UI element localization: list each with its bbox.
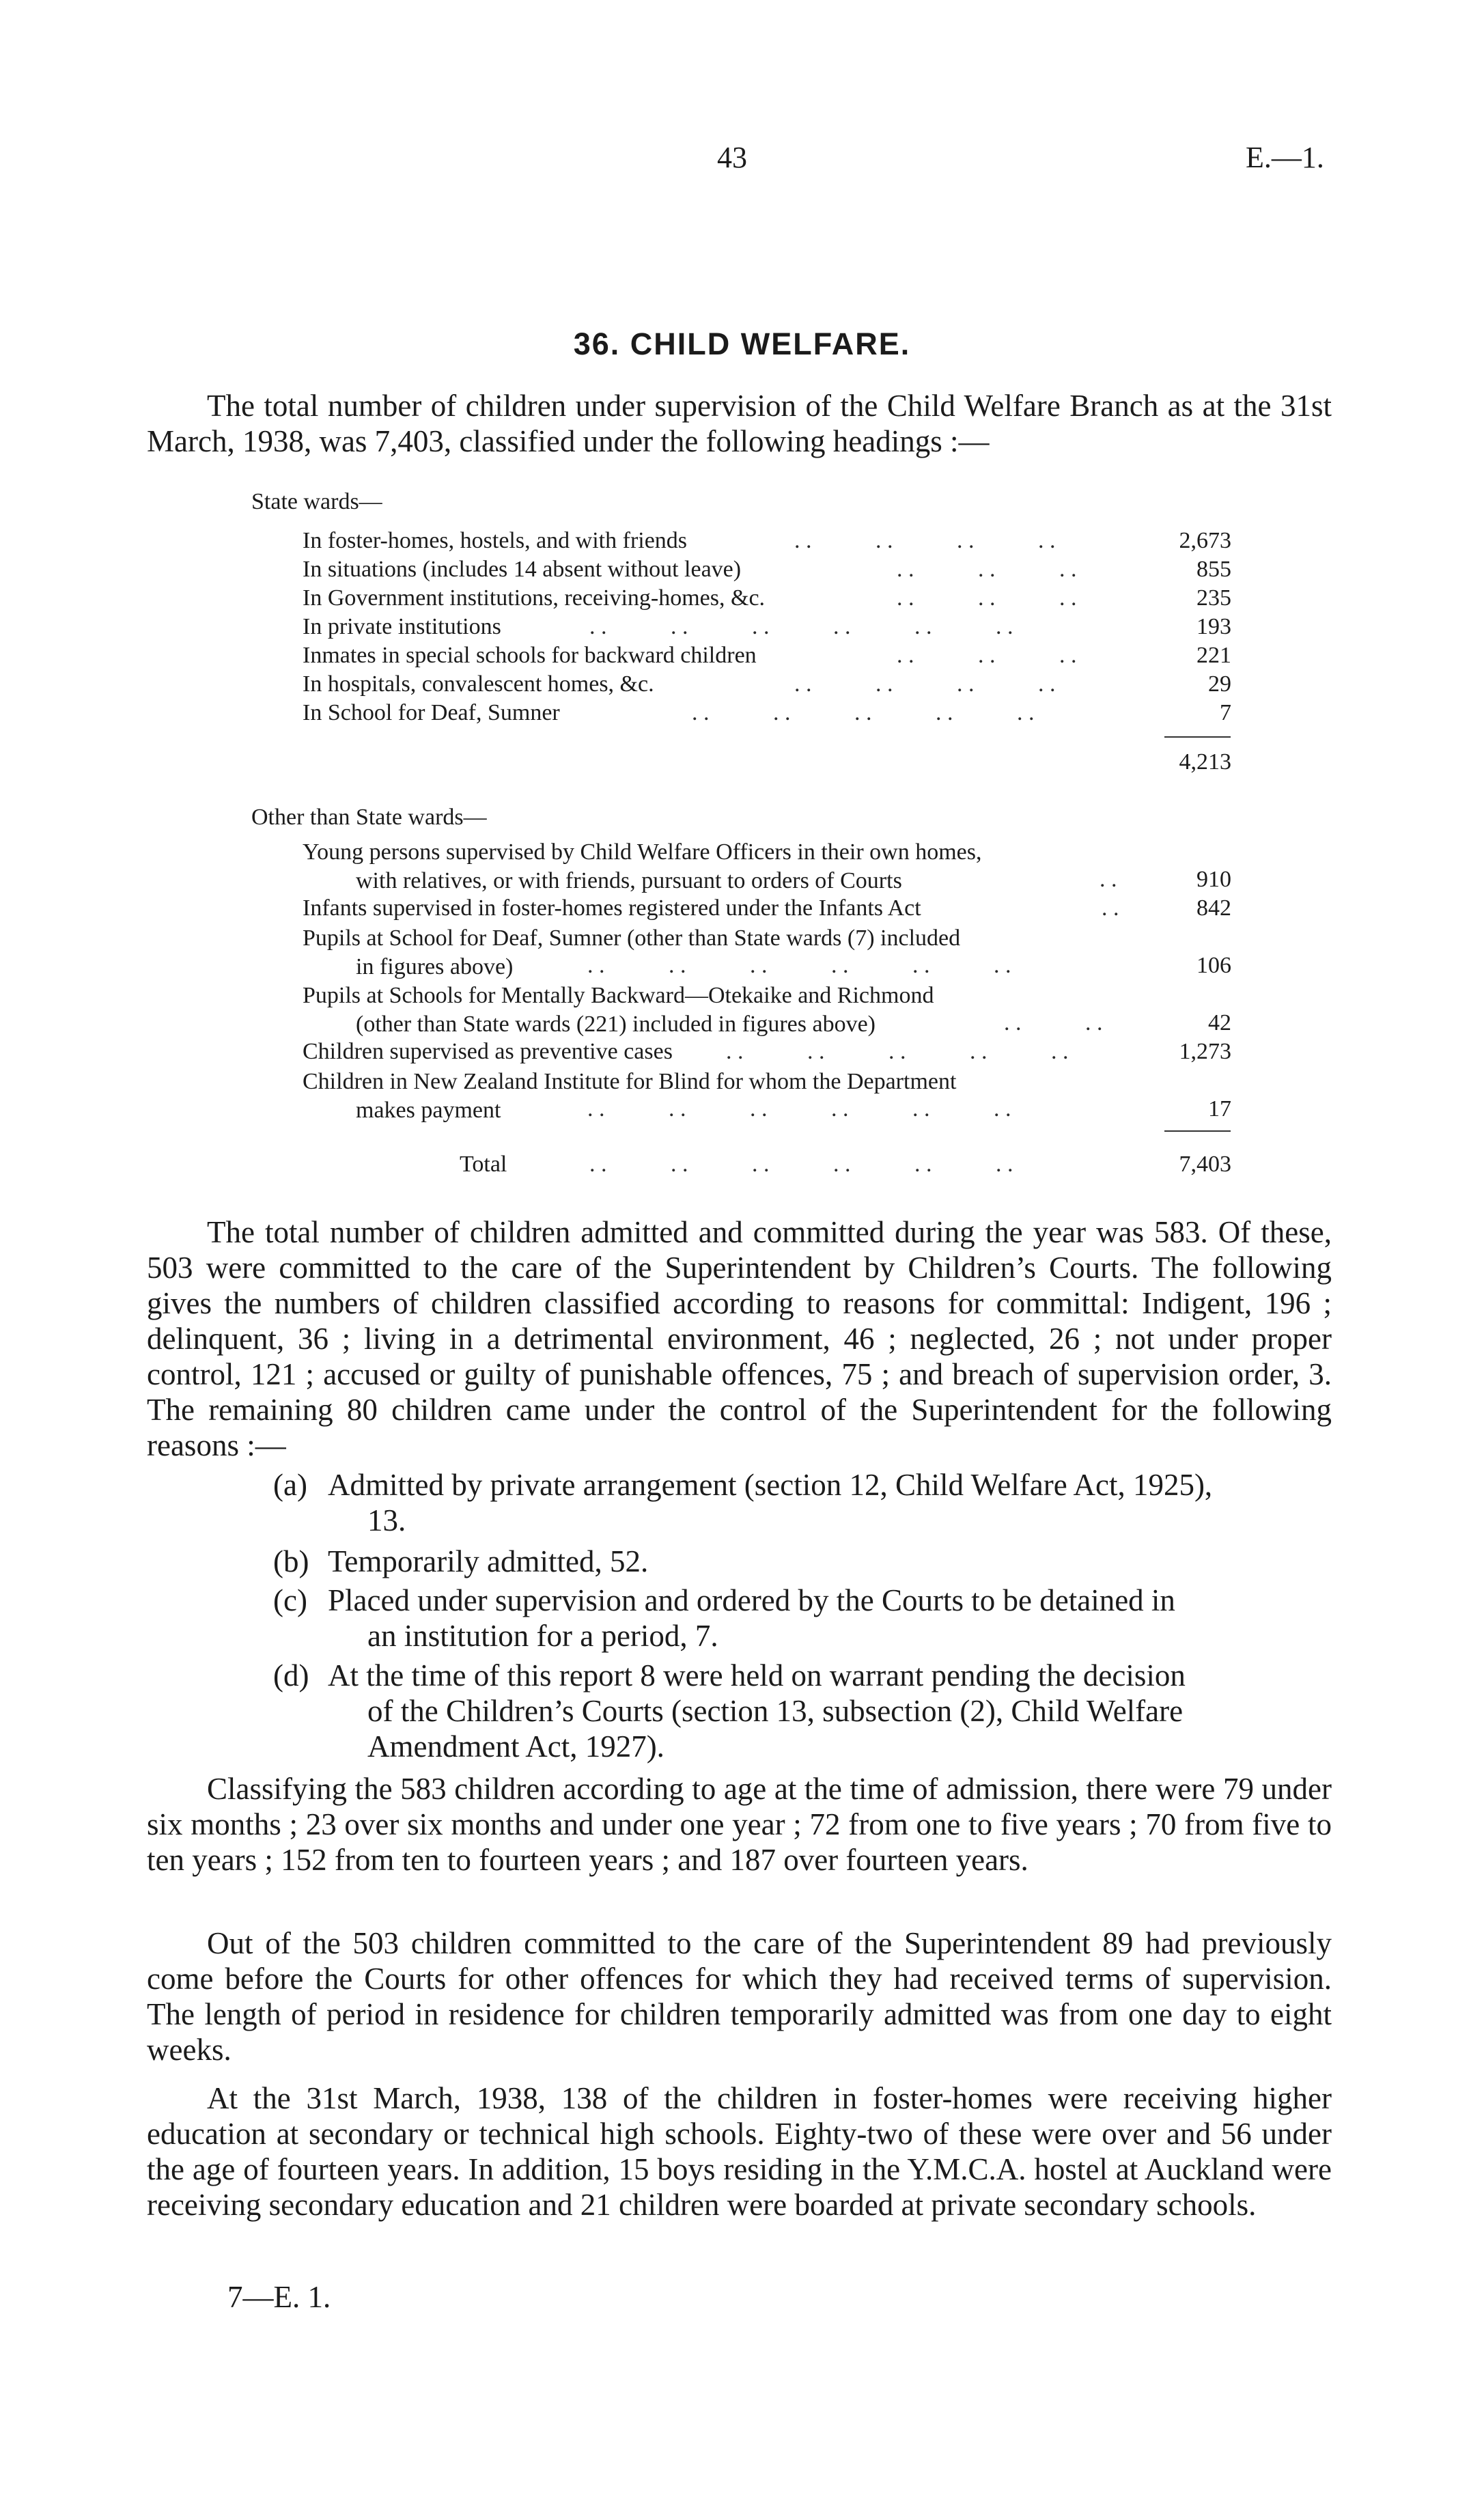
list-text: Admitted by private arrangement (section 12, Child Welfare Act, 1925), xyxy=(328,1468,1213,1502)
intro-paragraph: The total number of children under supervision of the Child Welfare Branch as at the 31st March, 1938, was 7,403, classified under the following headings :— xyxy=(147,389,1332,458)
row-value: 1,273 xyxy=(1179,1039,1231,1064)
leader-dots: . . . . . . . . . . . . xyxy=(587,1096,1011,1122)
page-number: 43 xyxy=(717,141,747,174)
section-title: 36. CHILD WELFARE. xyxy=(573,326,911,361)
row-value: 910 xyxy=(1196,867,1231,892)
table-row xyxy=(303,895,1231,924)
row-value: 42 xyxy=(1208,1010,1231,1035)
leader-dots: . . . . . . . . . . xyxy=(726,1039,1069,1064)
document-code: E.—1. xyxy=(1246,141,1324,174)
list-marker: (d) xyxy=(273,1658,309,1693)
leader-dots: . . . . . . . . . . . . xyxy=(589,1152,1013,1177)
leader-dots: . . . . . . . . . . . . xyxy=(589,614,1013,639)
age-paragraph: Classifying the 583 children according to age at the time of admission, there were 79 under six months ; 23 over six months and under one year ; 72 from one to five years ; 70 from five to ten years ; 152 from ten to fourteen years ; and 187 over fourteen years. xyxy=(147,1772,1332,1877)
list-text-cont: an institution for a period, 7. xyxy=(367,1619,718,1653)
row-label: In foster-homes, hostels, and with friends xyxy=(303,528,688,553)
table-row xyxy=(303,671,1231,700)
row-value: 235 xyxy=(1196,585,1231,611)
list-item xyxy=(273,1583,1332,1654)
row-label: Children supervised as preventive cases xyxy=(303,1039,673,1064)
leader-dots: . . . . . . . . . . . . xyxy=(587,953,1011,978)
row-value: 2,673 xyxy=(1179,528,1231,553)
other-wards-heading: Other than State wards— xyxy=(251,805,487,830)
list-text-cont: 13. xyxy=(367,1503,406,1537)
list-item xyxy=(273,1544,1332,1579)
row-label: Inmates in special schools for backward children xyxy=(303,643,757,668)
total-row xyxy=(303,1152,1231,1180)
state-wards-heading: State wards— xyxy=(251,489,382,514)
state-wards-subtotal: 4,213 xyxy=(1179,749,1231,775)
table-row xyxy=(303,700,1231,729)
list-marker: (a) xyxy=(273,1468,307,1502)
leader-dots: . . . . . . xyxy=(897,643,1077,668)
list-text: At the time of this report 8 were held on warrant pending the decision xyxy=(328,1658,1186,1693)
row-label: Infants supervised in foster-homes registered under the Infants Act xyxy=(303,895,921,921)
footer-code: 7—E. 1. xyxy=(227,2280,331,2314)
row-label: In Government institutions, receiving-homes, &c. xyxy=(303,585,766,611)
row-label-line1: Pupils at Schools for Mentally Backward—Otekaike and Richmond xyxy=(303,983,934,1008)
row-label-line2: with relatives, or with friends, pursuant to orders of Courts xyxy=(356,868,902,893)
row-value: 221 xyxy=(1196,643,1231,668)
table-row xyxy=(303,528,1231,557)
row-value: 842 xyxy=(1196,895,1231,921)
row-label-line2: (other than State wards (221) included in figures above) xyxy=(356,1012,876,1037)
row-value: 193 xyxy=(1196,614,1231,639)
leader-dots: . . . . . . xyxy=(897,585,1077,611)
leader-dots: . . xyxy=(1102,895,1119,921)
list-text: Temporarily admitted, 52. xyxy=(328,1544,649,1578)
row-value: 29 xyxy=(1208,671,1231,697)
table-row xyxy=(303,643,1231,671)
row-value: 855 xyxy=(1196,557,1231,582)
subtotal-rule xyxy=(1164,736,1231,738)
total-value: 7,403 xyxy=(1179,1152,1231,1177)
row-label-line2: in figures above) xyxy=(356,954,514,979)
row-label-line2: makes payment xyxy=(356,1098,501,1123)
leader-dots: . . . . xyxy=(1004,1010,1103,1035)
list-marker: (b) xyxy=(273,1544,309,1578)
leader-dots: . . . . . . . . xyxy=(794,671,1056,697)
table-row xyxy=(303,557,1231,585)
row-label-line1: Children in New Zealand Institute for Blind for whom the Department xyxy=(303,1069,957,1094)
row-value: 7 xyxy=(1220,700,1231,725)
admitted-paragraph: The total number of children admitted and committed during the year was 583. Of these, 503 were committed to the care of the Superintendent by Children’s Courts. The following gives the numbers of children classified according to reasons for committal: Indigent, 196 ; delinquent, 36 ; living in a detrimental environment, 46 ; neglected, 26 ; not under proper control, 121 ; accused or guilty of punishable offences, 75 ; and breach of supervision order, 3. The remaining 80 children came under the control of the Superintendent for the following reasons :— xyxy=(147,1215,1332,1462)
row-label: In situations (includes 14 absent without leave) xyxy=(303,557,742,582)
row-label: In private institutions xyxy=(303,614,501,639)
previous-offences-paragraph: Out of the 503 children committed to the care of the Superintendent 89 had previously come before the Courts for other offences for which they had received terms of supervision. The length of period in residence for children temporarily admitted was from one day to eight weeks. xyxy=(147,1926,1332,2067)
leader-dots: . . . . . . xyxy=(897,557,1077,582)
leader-dots: . . . . . . . . . . xyxy=(692,700,1035,725)
table-row xyxy=(303,585,1231,614)
row-label: In School for Deaf, Sumner xyxy=(303,700,560,725)
list-item xyxy=(273,1467,1332,1538)
leader-dots: . . xyxy=(1100,867,1117,892)
table-row xyxy=(303,838,1166,895)
total-rule xyxy=(1164,1130,1231,1132)
row-label-line1: Pupils at School for Deaf, Sumner (other than State wards (7) included xyxy=(303,925,961,951)
list-marker: (c) xyxy=(273,1583,307,1617)
list-text: Placed under supervision and ordered by the Courts to be detained in xyxy=(328,1583,1175,1617)
education-paragraph: At the 31st March, 1938, 138 of the children in foster-homes were receiving higher education at secondary or technical high schools. Eighty-two of these were over and 56 under the age of fourteen years. In addition, 15 boys residing in the Y.M.C.A. hostel at Auckland were receiving secondary education and 21 children were boarded at private secondary schools. xyxy=(147,2081,1332,2222)
row-label: In hospitals, convalescent homes, &c. xyxy=(303,671,654,697)
list-text-cont: of the Children’s Courts (section 13, subsection (2), Child Welfare Amendment Act, 1927). xyxy=(367,1694,1184,1764)
leader-dots: . . . . . . . . xyxy=(794,528,1056,553)
row-label-line1: Young persons supervised by Child Welfare Officers in their own homes, xyxy=(303,839,982,865)
total-label: Total xyxy=(460,1152,507,1177)
list-item xyxy=(273,1658,1332,1764)
table-row xyxy=(303,614,1231,643)
table-row xyxy=(303,1039,1231,1068)
row-value: 106 xyxy=(1196,953,1231,978)
row-value: 17 xyxy=(1208,1096,1231,1122)
